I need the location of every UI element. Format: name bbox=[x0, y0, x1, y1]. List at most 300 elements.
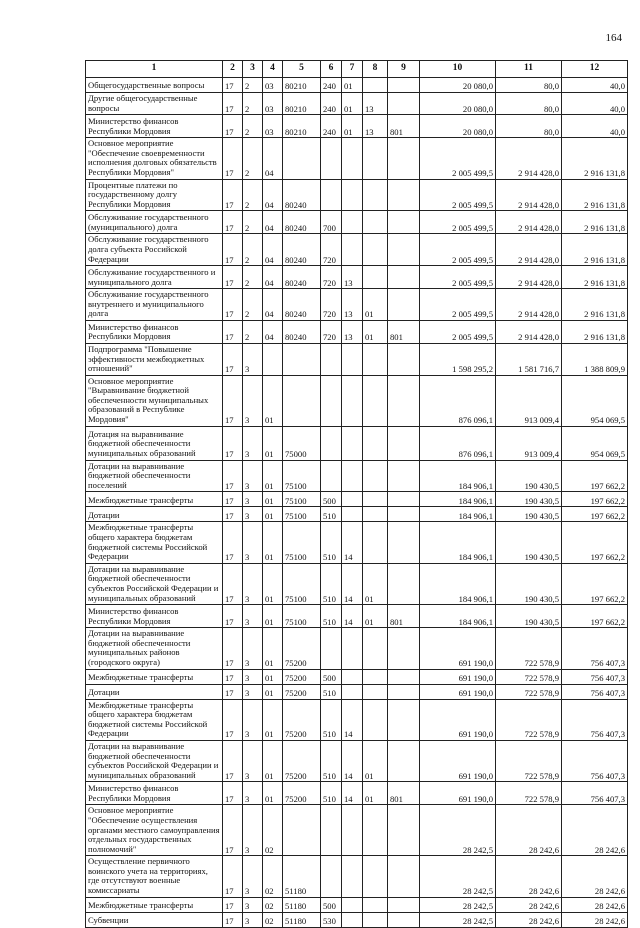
code-cell bbox=[363, 522, 388, 563]
code-cell bbox=[363, 492, 388, 507]
amount-cell: 190 430,5 bbox=[496, 460, 562, 492]
amount-cell: 2 005 499,5 bbox=[420, 234, 496, 266]
code-cell: 2 bbox=[243, 78, 263, 93]
column-header: 8 bbox=[363, 61, 388, 78]
code-cell: 17 bbox=[223, 115, 243, 138]
amount-cell: 28 242,5 bbox=[420, 856, 496, 897]
row-name-cell: Министерство финансов Республики Мордовия bbox=[86, 320, 223, 343]
table-row bbox=[86, 426, 628, 460]
table-row bbox=[86, 492, 628, 507]
amount-cell: 28 242,5 bbox=[420, 912, 496, 927]
amount-cell: 197 662,2 bbox=[562, 460, 628, 492]
code-cell bbox=[342, 669, 363, 684]
table-row bbox=[86, 289, 628, 321]
code-cell: 75200 bbox=[283, 740, 321, 781]
code-cell: 75200 bbox=[283, 684, 321, 699]
code-cell: 17 bbox=[223, 289, 243, 321]
code-cell: 80240 bbox=[283, 234, 321, 266]
code-cell: 3 bbox=[243, 684, 263, 699]
code-cell bbox=[283, 343, 321, 375]
amount-cell: 2 914 428,0 bbox=[496, 320, 562, 343]
code-cell bbox=[388, 343, 420, 375]
code-cell: 01 bbox=[263, 740, 283, 781]
table-body bbox=[86, 78, 628, 928]
amount-cell: 2 005 499,5 bbox=[420, 138, 496, 179]
table-row bbox=[86, 460, 628, 492]
table-row bbox=[86, 93, 628, 115]
column-header: 9 bbox=[388, 61, 420, 78]
amount-cell: 691 190,0 bbox=[420, 782, 496, 805]
code-cell: 01 bbox=[263, 492, 283, 507]
code-cell: 17 bbox=[223, 320, 243, 343]
code-cell: 17 bbox=[223, 211, 243, 234]
code-cell bbox=[321, 460, 342, 492]
amount-cell: 691 190,0 bbox=[420, 699, 496, 740]
code-cell bbox=[363, 912, 388, 927]
code-cell: 17 bbox=[223, 78, 243, 93]
code-cell: 01 bbox=[363, 782, 388, 805]
amount-cell: 2 916 131,8 bbox=[562, 320, 628, 343]
code-cell bbox=[263, 343, 283, 375]
amount-cell: 20 080,0 bbox=[420, 115, 496, 138]
column-header: 6 bbox=[321, 61, 342, 78]
code-cell: 3 bbox=[243, 375, 263, 426]
code-cell bbox=[363, 179, 388, 211]
code-cell: 80240 bbox=[283, 320, 321, 343]
code-cell bbox=[363, 138, 388, 179]
amount-cell: 691 190,0 bbox=[420, 740, 496, 781]
code-cell bbox=[363, 78, 388, 93]
code-cell: 17 bbox=[223, 684, 243, 699]
code-cell: 01 bbox=[263, 605, 283, 628]
code-cell bbox=[388, 138, 420, 179]
code-cell: 720 bbox=[321, 266, 342, 289]
table-row bbox=[86, 782, 628, 805]
amount-cell: 2 005 499,5 bbox=[420, 211, 496, 234]
amount-cell: 2 005 499,5 bbox=[420, 179, 496, 211]
row-name-cell: Дотации на выравнивание бюджетной обеспеченности субъектов Российской Федерации и муниципальных образований bbox=[86, 740, 223, 781]
row-name-cell: Министерство финансов Республики Мордовия bbox=[86, 782, 223, 805]
amount-cell: 722 578,9 bbox=[496, 684, 562, 699]
code-cell: 510 bbox=[321, 740, 342, 781]
amount-cell: 722 578,9 bbox=[496, 782, 562, 805]
table-row bbox=[86, 684, 628, 699]
amount-cell: 197 662,2 bbox=[562, 492, 628, 507]
code-cell: 03 bbox=[263, 93, 283, 115]
row-name-cell: Подпрограмма "Повышение эффективности межбюджетных отношений" bbox=[86, 343, 223, 375]
code-cell bbox=[342, 492, 363, 507]
amount-cell: 197 662,2 bbox=[562, 522, 628, 563]
code-cell: 13 bbox=[342, 289, 363, 321]
code-cell: 01 bbox=[263, 460, 283, 492]
code-cell: 2 bbox=[243, 115, 263, 138]
code-cell bbox=[342, 912, 363, 927]
code-cell bbox=[363, 460, 388, 492]
code-cell: 720 bbox=[321, 289, 342, 321]
code-cell: 510 bbox=[321, 782, 342, 805]
amount-cell: 184 906,1 bbox=[420, 605, 496, 628]
code-cell: 13 bbox=[342, 320, 363, 343]
row-name-cell: Межбюджетные трансферты bbox=[86, 492, 223, 507]
code-cell bbox=[363, 856, 388, 897]
table-row bbox=[86, 805, 628, 856]
code-cell: 240 bbox=[321, 115, 342, 138]
amount-cell: 2 916 131,8 bbox=[562, 234, 628, 266]
code-cell bbox=[388, 563, 420, 604]
amount-cell: 2 916 131,8 bbox=[562, 138, 628, 179]
amount-cell: 184 906,1 bbox=[420, 460, 496, 492]
code-cell bbox=[321, 805, 342, 856]
code-cell: 3 bbox=[243, 912, 263, 927]
code-cell bbox=[363, 699, 388, 740]
table-row bbox=[86, 234, 628, 266]
amount-cell: 28 242,6 bbox=[496, 912, 562, 927]
code-cell bbox=[321, 628, 342, 669]
column-header: 12 bbox=[562, 61, 628, 78]
code-cell: 3 bbox=[243, 740, 263, 781]
amount-cell: 691 190,0 bbox=[420, 669, 496, 684]
row-name-cell: Дотации на выравнивание бюджетной обеспеченности поселений bbox=[86, 460, 223, 492]
amount-cell: 20 080,0 bbox=[420, 93, 496, 115]
table-row bbox=[86, 343, 628, 375]
code-cell: 17 bbox=[223, 343, 243, 375]
code-cell bbox=[342, 460, 363, 492]
code-cell: 01 bbox=[263, 507, 283, 522]
code-cell bbox=[388, 289, 420, 321]
code-cell: 13 bbox=[363, 115, 388, 138]
amount-cell: 913 009,4 bbox=[496, 375, 562, 426]
amount-cell: 2 916 131,8 bbox=[562, 211, 628, 234]
code-cell bbox=[388, 699, 420, 740]
code-cell: 01 bbox=[263, 669, 283, 684]
code-cell: 3 bbox=[243, 605, 263, 628]
code-cell: 240 bbox=[321, 93, 342, 115]
code-cell: 17 bbox=[223, 375, 243, 426]
code-cell bbox=[363, 426, 388, 460]
code-cell bbox=[388, 507, 420, 522]
amount-cell: 197 662,2 bbox=[562, 605, 628, 628]
amount-cell: 190 430,5 bbox=[496, 563, 562, 604]
amount-cell: 184 906,1 bbox=[420, 522, 496, 563]
column-header: 11 bbox=[496, 61, 562, 78]
code-cell: 530 bbox=[321, 912, 342, 927]
code-cell: 01 bbox=[263, 375, 283, 426]
page-number: 164 bbox=[605, 32, 622, 44]
row-name-cell: Межбюджетные трансферты bbox=[86, 669, 223, 684]
amount-cell: 2 916 131,8 bbox=[562, 266, 628, 289]
amount-cell: 80,0 bbox=[496, 93, 562, 115]
amount-cell: 184 906,1 bbox=[420, 507, 496, 522]
amount-cell: 756 407,3 bbox=[562, 684, 628, 699]
code-cell: 17 bbox=[223, 856, 243, 897]
amount-cell: 40,0 bbox=[562, 93, 628, 115]
code-cell: 3 bbox=[243, 628, 263, 669]
code-cell bbox=[342, 426, 363, 460]
amount-cell: 2 005 499,5 bbox=[420, 289, 496, 321]
table-row bbox=[86, 669, 628, 684]
amount-cell: 2 916 131,8 bbox=[562, 179, 628, 211]
code-cell bbox=[388, 522, 420, 563]
row-name-cell: Обслуживание государственного внутреннего и муниципального долга bbox=[86, 289, 223, 321]
code-cell: 510 bbox=[321, 684, 342, 699]
code-cell: 500 bbox=[321, 669, 342, 684]
code-cell: 720 bbox=[321, 320, 342, 343]
code-cell: 2 bbox=[243, 266, 263, 289]
code-cell: 14 bbox=[342, 699, 363, 740]
amount-cell: 80,0 bbox=[496, 115, 562, 138]
code-cell bbox=[342, 856, 363, 897]
code-cell bbox=[363, 266, 388, 289]
code-cell: 80240 bbox=[283, 266, 321, 289]
code-cell: 14 bbox=[342, 522, 363, 563]
amount-cell: 28 242,6 bbox=[496, 805, 562, 856]
code-cell: 17 bbox=[223, 805, 243, 856]
code-cell: 14 bbox=[342, 563, 363, 604]
amount-cell: 20 080,0 bbox=[420, 78, 496, 93]
table-row bbox=[86, 563, 628, 604]
row-name-cell: Основное мероприятие "Выравнивание бюджетной обеспеченности муниципальных образований в Республике Мордовия" bbox=[86, 375, 223, 426]
code-cell bbox=[363, 234, 388, 266]
row-name-cell: Дотации на выравнивание бюджетной обеспеченности субъектов Российской Федерации и муниципальных образований bbox=[86, 563, 223, 604]
code-cell: 01 bbox=[263, 563, 283, 604]
code-cell: 80210 bbox=[283, 93, 321, 115]
table-row bbox=[86, 266, 628, 289]
amount-cell: 2 005 499,5 bbox=[420, 266, 496, 289]
row-name-cell: Процентные платежи по государственному долгу Республики Мордовия bbox=[86, 179, 223, 211]
code-cell: 75100 bbox=[283, 605, 321, 628]
code-cell bbox=[283, 805, 321, 856]
code-cell: 75100 bbox=[283, 522, 321, 563]
amount-cell: 954 069,5 bbox=[562, 375, 628, 426]
code-cell: 2 bbox=[243, 234, 263, 266]
code-cell: 17 bbox=[223, 93, 243, 115]
amount-cell: 756 407,3 bbox=[562, 782, 628, 805]
amount-cell: 876 096,1 bbox=[420, 426, 496, 460]
code-cell: 13 bbox=[363, 93, 388, 115]
column-header: 7 bbox=[342, 61, 363, 78]
amount-cell: 2 914 428,0 bbox=[496, 234, 562, 266]
code-cell: 17 bbox=[223, 740, 243, 781]
code-cell: 2 bbox=[243, 211, 263, 234]
code-cell: 17 bbox=[223, 628, 243, 669]
amount-cell: 40,0 bbox=[562, 78, 628, 93]
code-cell: 14 bbox=[342, 782, 363, 805]
code-cell: 01 bbox=[363, 740, 388, 781]
code-cell bbox=[388, 78, 420, 93]
code-cell: 01 bbox=[263, 699, 283, 740]
code-cell: 02 bbox=[263, 856, 283, 897]
code-cell: 17 bbox=[223, 138, 243, 179]
amount-cell: 190 430,5 bbox=[496, 507, 562, 522]
code-cell: 500 bbox=[321, 897, 342, 912]
code-cell: 75200 bbox=[283, 782, 321, 805]
code-cell: 3 bbox=[243, 426, 263, 460]
amount-cell: 722 578,9 bbox=[496, 699, 562, 740]
table-row bbox=[86, 211, 628, 234]
row-name-cell: Основное мероприятие "Обеспечение осуществления органами местного самоуправления отдельных государственных полномочий" bbox=[86, 805, 223, 856]
code-cell: 04 bbox=[263, 211, 283, 234]
code-cell: 01 bbox=[342, 115, 363, 138]
amount-cell: 722 578,9 bbox=[496, 669, 562, 684]
code-cell: 17 bbox=[223, 563, 243, 604]
code-cell: 3 bbox=[243, 492, 263, 507]
code-cell: 04 bbox=[263, 234, 283, 266]
code-cell: 3 bbox=[243, 343, 263, 375]
amount-cell: 2 916 131,8 bbox=[562, 289, 628, 321]
code-cell: 01 bbox=[342, 78, 363, 93]
amount-cell: 913 009,4 bbox=[496, 426, 562, 460]
code-cell bbox=[321, 856, 342, 897]
amount-cell: 756 407,3 bbox=[562, 628, 628, 669]
table-row bbox=[86, 699, 628, 740]
table-row bbox=[86, 522, 628, 563]
table-row bbox=[86, 605, 628, 628]
amount-cell: 28 242,6 bbox=[562, 897, 628, 912]
code-cell bbox=[388, 375, 420, 426]
amount-cell: 954 069,5 bbox=[562, 426, 628, 460]
code-cell: 17 bbox=[223, 912, 243, 927]
code-cell: 75200 bbox=[283, 699, 321, 740]
code-cell bbox=[342, 628, 363, 669]
code-cell: 3 bbox=[243, 782, 263, 805]
code-cell: 240 bbox=[321, 78, 342, 93]
amount-cell: 28 242,5 bbox=[420, 897, 496, 912]
table-row bbox=[86, 628, 628, 669]
amount-cell: 190 430,5 bbox=[496, 522, 562, 563]
code-cell: 801 bbox=[388, 605, 420, 628]
code-cell: 75200 bbox=[283, 628, 321, 669]
amount-cell: 197 662,2 bbox=[562, 507, 628, 522]
table-row bbox=[86, 912, 628, 927]
code-cell: 01 bbox=[263, 782, 283, 805]
code-cell: 700 bbox=[321, 211, 342, 234]
code-cell: 75100 bbox=[283, 460, 321, 492]
code-cell: 801 bbox=[388, 115, 420, 138]
code-cell bbox=[363, 805, 388, 856]
code-cell: 80240 bbox=[283, 179, 321, 211]
code-cell: 3 bbox=[243, 507, 263, 522]
code-cell bbox=[321, 375, 342, 426]
code-cell bbox=[388, 805, 420, 856]
code-cell bbox=[388, 266, 420, 289]
code-cell: 80240 bbox=[283, 211, 321, 234]
code-cell bbox=[342, 179, 363, 211]
code-cell: 03 bbox=[263, 115, 283, 138]
code-cell: 17 bbox=[223, 699, 243, 740]
code-cell: 3 bbox=[243, 856, 263, 897]
code-cell bbox=[388, 93, 420, 115]
code-cell: 04 bbox=[263, 138, 283, 179]
code-cell: 801 bbox=[388, 782, 420, 805]
code-cell: 04 bbox=[263, 320, 283, 343]
code-cell: 2 bbox=[243, 138, 263, 179]
amount-cell: 691 190,0 bbox=[420, 628, 496, 669]
code-cell: 75100 bbox=[283, 507, 321, 522]
row-name-cell: Дотации bbox=[86, 684, 223, 699]
code-cell: 01 bbox=[363, 289, 388, 321]
code-cell bbox=[363, 628, 388, 669]
row-name-cell: Субвенции bbox=[86, 912, 223, 927]
code-cell: 04 bbox=[263, 289, 283, 321]
code-cell: 3 bbox=[243, 669, 263, 684]
table-row bbox=[86, 115, 628, 138]
row-name-cell: Министерство финансов Республики Мордовия bbox=[86, 115, 223, 138]
amount-cell: 184 906,1 bbox=[420, 492, 496, 507]
amount-cell: 876 096,1 bbox=[420, 375, 496, 426]
budget-table bbox=[85, 60, 628, 928]
column-header: 3 bbox=[243, 61, 263, 78]
code-cell: 80240 bbox=[283, 289, 321, 321]
code-cell bbox=[342, 138, 363, 179]
code-cell: 13 bbox=[342, 266, 363, 289]
code-cell: 17 bbox=[223, 605, 243, 628]
code-cell: 03 bbox=[263, 78, 283, 93]
amount-cell: 2 914 428,0 bbox=[496, 138, 562, 179]
amount-cell: 722 578,9 bbox=[496, 628, 562, 669]
code-cell bbox=[388, 912, 420, 927]
amount-cell: 756 407,3 bbox=[562, 669, 628, 684]
table-row bbox=[86, 507, 628, 522]
amount-cell: 190 430,5 bbox=[496, 605, 562, 628]
amount-cell: 2 914 428,0 bbox=[496, 179, 562, 211]
code-cell: 720 bbox=[321, 234, 342, 266]
code-cell: 17 bbox=[223, 507, 243, 522]
amount-cell: 1 598 295,2 bbox=[420, 343, 496, 375]
code-cell: 17 bbox=[223, 426, 243, 460]
code-cell: 01 bbox=[363, 563, 388, 604]
amount-cell: 1 388 809,9 bbox=[562, 343, 628, 375]
code-cell bbox=[321, 138, 342, 179]
code-cell: 75100 bbox=[283, 492, 321, 507]
amount-cell: 28 242,6 bbox=[562, 805, 628, 856]
amount-cell: 28 242,6 bbox=[562, 856, 628, 897]
code-cell: 17 bbox=[223, 234, 243, 266]
code-cell bbox=[342, 211, 363, 234]
code-cell: 2 bbox=[243, 93, 263, 115]
column-header: 4 bbox=[263, 61, 283, 78]
code-cell: 3 bbox=[243, 460, 263, 492]
amount-cell: 184 906,1 bbox=[420, 563, 496, 604]
code-cell: 01 bbox=[342, 93, 363, 115]
code-cell: 500 bbox=[321, 492, 342, 507]
row-name-cell: Общегосударственные вопросы bbox=[86, 78, 223, 93]
row-name-cell: Обслуживание государственного и муниципального долга bbox=[86, 266, 223, 289]
code-cell: 01 bbox=[263, 522, 283, 563]
table-row bbox=[86, 375, 628, 426]
code-cell bbox=[321, 343, 342, 375]
amount-cell: 28 242,6 bbox=[496, 897, 562, 912]
amount-cell: 80,0 bbox=[496, 78, 562, 93]
code-cell: 510 bbox=[321, 522, 342, 563]
code-cell: 801 bbox=[388, 320, 420, 343]
code-cell: 51180 bbox=[283, 856, 321, 897]
table-row bbox=[86, 179, 628, 211]
code-cell bbox=[342, 805, 363, 856]
code-cell bbox=[321, 179, 342, 211]
code-cell bbox=[342, 375, 363, 426]
code-cell: 02 bbox=[263, 912, 283, 927]
column-header: 2 bbox=[223, 61, 243, 78]
code-cell: 2 bbox=[243, 179, 263, 211]
code-cell bbox=[363, 211, 388, 234]
code-cell: 2 bbox=[243, 289, 263, 321]
code-cell: 51180 bbox=[283, 897, 321, 912]
amount-cell: 756 407,3 bbox=[562, 740, 628, 781]
amount-cell: 2 914 428,0 bbox=[496, 211, 562, 234]
code-cell: 3 bbox=[243, 897, 263, 912]
code-cell bbox=[342, 343, 363, 375]
table-row bbox=[86, 740, 628, 781]
